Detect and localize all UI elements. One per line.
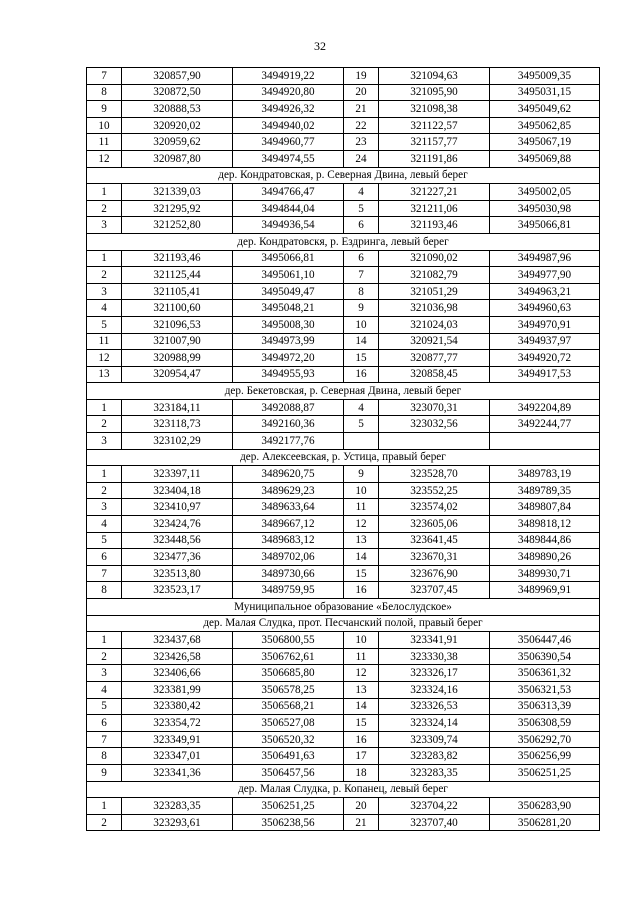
x-coordinate-cell: 323309,74	[379, 731, 490, 748]
point-number-cell: 23	[344, 134, 379, 151]
point-number-cell: 5	[87, 698, 122, 715]
y-coordinate-cell: 3494940,02	[233, 117, 344, 134]
section-header-row	[87, 383, 600, 400]
y-coordinate-cell: 3506238,56	[233, 814, 344, 831]
y-coordinate-cell: 3495048,21	[233, 300, 344, 317]
y-coordinate-cell: 3489730,66	[233, 565, 344, 582]
y-coordinate-cell: 3489783,19	[490, 466, 600, 483]
point-number-cell: 13	[344, 532, 379, 549]
y-coordinate-cell: 3506800,55	[233, 632, 344, 649]
y-coordinate-cell: 3494974,55	[233, 150, 344, 167]
y-coordinate-cell: 3494955,93	[233, 366, 344, 383]
x-coordinate-cell: 323477,36	[122, 549, 233, 566]
table-row	[87, 698, 600, 715]
point-number-cell: 8	[87, 582, 122, 599]
table-row	[87, 748, 600, 765]
coordinates-table-body	[87, 68, 600, 831]
y-coordinate-cell: 3489633,64	[233, 499, 344, 516]
table-row	[87, 134, 600, 151]
x-coordinate-cell: 321295,92	[122, 200, 233, 217]
y-coordinate-cell: 3494987,96	[490, 250, 600, 267]
x-coordinate-cell: 323406,66	[122, 665, 233, 682]
point-number-cell: 6	[87, 715, 122, 732]
y-coordinate-cell: 3489629,23	[233, 482, 344, 499]
y-coordinate-cell	[490, 433, 600, 450]
y-coordinate-cell: 3489759,95	[233, 582, 344, 599]
section-header-row	[87, 167, 600, 184]
section-title: дер. Малая Слудка, р. Копанец, левый берег	[87, 781, 600, 798]
point-number-cell: 13	[344, 681, 379, 698]
point-number-cell: 15	[344, 715, 379, 732]
table-row	[87, 300, 600, 317]
x-coordinate-cell: 323118,73	[122, 416, 233, 433]
y-coordinate-cell: 3495062,85	[490, 117, 600, 134]
point-number-cell: 11	[344, 648, 379, 665]
point-number-cell: 2	[87, 648, 122, 665]
table-row	[87, 532, 600, 549]
table-row	[87, 184, 600, 201]
y-coordinate-cell: 3495061,10	[233, 267, 344, 284]
point-number-cell: 21	[344, 101, 379, 118]
point-number-cell: 14	[344, 333, 379, 350]
x-coordinate-cell: 321096,53	[122, 316, 233, 333]
point-number-cell: 11	[87, 333, 122, 350]
point-number-cell: 7	[87, 68, 122, 85]
x-coordinate-cell: 323283,35	[379, 764, 490, 781]
table-row	[87, 549, 600, 566]
y-coordinate-cell: 3506292,70	[490, 731, 600, 748]
point-number-cell: 7	[87, 565, 122, 582]
table-row	[87, 681, 600, 698]
table-row	[87, 433, 600, 450]
y-coordinate-cell: 3495009,35	[490, 68, 600, 85]
y-coordinate-cell: 3495069,88	[490, 150, 600, 167]
table-row	[87, 482, 600, 499]
point-number-cell: 10	[344, 316, 379, 333]
y-coordinate-cell: 3494919,22	[233, 68, 344, 85]
point-number-cell: 12	[344, 516, 379, 533]
y-coordinate-cell: 3489683,12	[233, 532, 344, 549]
table-row	[87, 516, 600, 533]
point-number-cell: 4	[344, 399, 379, 416]
point-number-cell: 24	[344, 150, 379, 167]
x-coordinate-cell: 323424,76	[122, 516, 233, 533]
point-number-cell: 17	[344, 748, 379, 765]
table-row	[87, 68, 600, 85]
x-coordinate-cell: 323324,14	[379, 715, 490, 732]
table-row	[87, 731, 600, 748]
x-coordinate-cell: 321122,57	[379, 117, 490, 134]
y-coordinate-cell: 3494926,32	[233, 101, 344, 118]
y-coordinate-cell: 3495049,62	[490, 101, 600, 118]
x-coordinate-cell: 321007,90	[122, 333, 233, 350]
x-coordinate-cell: 320857,90	[122, 68, 233, 85]
point-number-cell: 20	[344, 798, 379, 815]
y-coordinate-cell: 3506321,53	[490, 681, 600, 698]
x-coordinate-cell: 323676,90	[379, 565, 490, 582]
point-number-cell: 22	[344, 117, 379, 134]
x-coordinate-cell: 323410,97	[122, 499, 233, 516]
point-number-cell: 3	[87, 283, 122, 300]
x-coordinate-cell: 323324,16	[379, 681, 490, 698]
point-number-cell: 15	[344, 565, 379, 582]
table-row	[87, 798, 600, 815]
x-coordinate-cell: 323341,36	[122, 764, 233, 781]
point-number-cell: 16	[344, 731, 379, 748]
point-number-cell: 18	[344, 764, 379, 781]
x-coordinate-cell: 321095,90	[379, 84, 490, 101]
table-row	[87, 150, 600, 167]
x-coordinate-cell: 320987,80	[122, 150, 233, 167]
point-number-cell: 1	[87, 250, 122, 267]
point-number-cell: 4	[87, 300, 122, 317]
y-coordinate-cell: 3494973,99	[233, 333, 344, 350]
point-number-cell: 6	[344, 250, 379, 267]
section-title: дер. Бекетовская, р. Северная Двина, левый берег	[87, 383, 600, 400]
x-coordinate-cell: 321105,41	[122, 283, 233, 300]
table-row	[87, 632, 600, 649]
x-coordinate-cell: 320888,53	[122, 101, 233, 118]
point-number-cell: 2	[87, 814, 122, 831]
table-row	[87, 565, 600, 582]
y-coordinate-cell: 3492160,36	[233, 416, 344, 433]
section-header-row	[87, 599, 600, 616]
y-coordinate-cell: 3495031,15	[490, 84, 600, 101]
y-coordinate-cell: 3495067,19	[490, 134, 600, 151]
point-number-cell: 4	[87, 681, 122, 698]
point-number-cell: 1	[87, 632, 122, 649]
point-number-cell: 1	[87, 798, 122, 815]
point-number-cell: 1	[87, 184, 122, 201]
x-coordinate-cell: 320858,45	[379, 366, 490, 383]
table-row	[87, 333, 600, 350]
x-coordinate-cell: 323552,25	[379, 482, 490, 499]
x-coordinate-cell: 321193,46	[122, 250, 233, 267]
y-coordinate-cell: 3506520,32	[233, 731, 344, 748]
y-coordinate-cell: 3506491,63	[233, 748, 344, 765]
x-coordinate-cell: 323184,11	[122, 399, 233, 416]
point-number-cell: 11	[344, 499, 379, 516]
x-coordinate-cell: 321125,44	[122, 267, 233, 284]
point-number-cell: 9	[344, 300, 379, 317]
point-number-cell: 8	[87, 84, 122, 101]
point-number-cell: 3	[87, 433, 122, 450]
y-coordinate-cell: 3492244,77	[490, 416, 600, 433]
y-coordinate-cell: 3494917,53	[490, 366, 600, 383]
x-coordinate-cell: 323437,68	[122, 632, 233, 649]
x-coordinate-cell: 321252,80	[122, 217, 233, 234]
x-coordinate-cell: 321157,77	[379, 134, 490, 151]
table-row	[87, 217, 600, 234]
x-coordinate-cell: 323707,40	[379, 814, 490, 831]
table-row	[87, 399, 600, 416]
x-coordinate-cell: 323283,35	[122, 798, 233, 815]
point-number-cell: 2	[87, 482, 122, 499]
y-coordinate-cell: 3494963,21	[490, 283, 600, 300]
y-coordinate-cell: 3506313,39	[490, 698, 600, 715]
table-row	[87, 283, 600, 300]
x-coordinate-cell: 321191,86	[379, 150, 490, 167]
x-coordinate-cell: 323070,31	[379, 399, 490, 416]
point-number-cell: 12	[87, 150, 122, 167]
y-coordinate-cell: 3489620,75	[233, 466, 344, 483]
x-coordinate-cell: 321193,46	[379, 217, 490, 234]
y-coordinate-cell: 3506457,56	[233, 764, 344, 781]
y-coordinate-cell: 3506256,99	[490, 748, 600, 765]
point-number-cell: 1	[87, 466, 122, 483]
x-coordinate-cell	[379, 433, 490, 450]
x-coordinate-cell: 321100,60	[122, 300, 233, 317]
point-number-cell: 6	[344, 217, 379, 234]
y-coordinate-cell: 3489930,71	[490, 565, 600, 582]
point-number-cell: 4	[344, 184, 379, 201]
point-number-cell: 2	[87, 267, 122, 284]
point-number-cell: 12	[87, 350, 122, 367]
y-coordinate-cell: 3506308,59	[490, 715, 600, 732]
table-row	[87, 250, 600, 267]
section-title: Муниципальное образование «Белослудское»	[87, 599, 600, 616]
x-coordinate-cell: 320872,50	[122, 84, 233, 101]
x-coordinate-cell: 323283,82	[379, 748, 490, 765]
x-coordinate-cell: 323380,42	[122, 698, 233, 715]
y-coordinate-cell: 3506568,21	[233, 698, 344, 715]
point-number-cell: 11	[87, 134, 122, 151]
x-coordinate-cell: 323426,58	[122, 648, 233, 665]
x-coordinate-cell: 323347,01	[122, 748, 233, 765]
point-number-cell: 9	[87, 764, 122, 781]
y-coordinate-cell: 3506762,61	[233, 648, 344, 665]
section-title: дер. Кондратовская, р. Северная Двина, левый берег	[87, 167, 600, 184]
y-coordinate-cell: 3494937,97	[490, 333, 600, 350]
section-title: дер. Малая Слудка, прот. Песчанский полой, правый берег	[87, 615, 600, 632]
table-row	[87, 764, 600, 781]
y-coordinate-cell: 3494844,04	[233, 200, 344, 217]
y-coordinate-cell: 3489807,84	[490, 499, 600, 516]
coordinates-table	[86, 67, 600, 831]
y-coordinate-cell: 3506390,54	[490, 648, 600, 665]
x-coordinate-cell: 323523,17	[122, 582, 233, 599]
y-coordinate-cell: 3506447,46	[490, 632, 600, 649]
y-coordinate-cell: 3489818,12	[490, 516, 600, 533]
y-coordinate-cell: 3506527,08	[233, 715, 344, 732]
point-number-cell: 14	[344, 549, 379, 566]
table-row	[87, 117, 600, 134]
y-coordinate-cell: 3492177,76	[233, 433, 344, 450]
x-coordinate-cell: 320921,54	[379, 333, 490, 350]
x-coordinate-cell: 320877,77	[379, 350, 490, 367]
point-number-cell: 5	[344, 200, 379, 217]
point-number-cell: 10	[344, 482, 379, 499]
point-number-cell: 13	[87, 366, 122, 383]
x-coordinate-cell: 323032,56	[379, 416, 490, 433]
y-coordinate-cell: 3494766,47	[233, 184, 344, 201]
point-number-cell: 4	[87, 516, 122, 533]
x-coordinate-cell: 323381,99	[122, 681, 233, 698]
y-coordinate-cell: 3506361,32	[490, 665, 600, 682]
table-row	[87, 101, 600, 118]
x-coordinate-cell: 320959,62	[122, 134, 233, 151]
y-coordinate-cell: 3495066,81	[490, 217, 600, 234]
x-coordinate-cell: 323326,17	[379, 665, 490, 682]
x-coordinate-cell: 323326,53	[379, 698, 490, 715]
x-coordinate-cell: 321227,21	[379, 184, 490, 201]
point-number-cell: 14	[344, 698, 379, 715]
x-coordinate-cell: 323293,61	[122, 814, 233, 831]
x-coordinate-cell: 323397,11	[122, 466, 233, 483]
x-coordinate-cell: 323349,91	[122, 731, 233, 748]
point-number-cell: 9	[344, 466, 379, 483]
point-number-cell: 5	[344, 416, 379, 433]
x-coordinate-cell: 323354,72	[122, 715, 233, 732]
y-coordinate-cell: 3489667,12	[233, 516, 344, 533]
point-number-cell: 3	[87, 499, 122, 516]
point-number-cell: 21	[344, 814, 379, 831]
y-coordinate-cell: 3489702,06	[233, 549, 344, 566]
y-coordinate-cell: 3494936,54	[233, 217, 344, 234]
section-header-row	[87, 781, 600, 798]
point-number-cell: 12	[344, 665, 379, 682]
table-row	[87, 665, 600, 682]
table-row	[87, 648, 600, 665]
y-coordinate-cell: 3494920,80	[233, 84, 344, 101]
x-coordinate-cell: 323341,91	[379, 632, 490, 649]
y-coordinate-cell: 3506251,25	[490, 764, 600, 781]
y-coordinate-cell: 3494970,91	[490, 316, 600, 333]
x-coordinate-cell: 323448,56	[122, 532, 233, 549]
table-row	[87, 814, 600, 831]
table-row	[87, 582, 600, 599]
point-number-cell: 20	[344, 84, 379, 101]
x-coordinate-cell: 323605,06	[379, 516, 490, 533]
y-coordinate-cell: 3495002,05	[490, 184, 600, 201]
x-coordinate-cell: 321098,38	[379, 101, 490, 118]
section-header-row	[87, 615, 600, 632]
x-coordinate-cell: 323513,80	[122, 565, 233, 582]
y-coordinate-cell: 3495066,81	[233, 250, 344, 267]
point-number-cell: 5	[87, 316, 122, 333]
x-coordinate-cell: 321024,03	[379, 316, 490, 333]
point-number-cell: 3	[87, 665, 122, 682]
point-number-cell: 10	[87, 117, 122, 134]
table-row	[87, 499, 600, 516]
y-coordinate-cell: 3506251,25	[233, 798, 344, 815]
x-coordinate-cell: 323528,70	[379, 466, 490, 483]
x-coordinate-cell: 321036,98	[379, 300, 490, 317]
point-number-cell: 19	[344, 68, 379, 85]
table-row	[87, 366, 600, 383]
x-coordinate-cell: 320954,47	[122, 366, 233, 383]
y-coordinate-cell: 3492088,87	[233, 399, 344, 416]
y-coordinate-cell: 3495049,47	[233, 283, 344, 300]
section-title: дер. Кондратовскя, р. Ездринга, левый берег	[87, 233, 600, 250]
point-number-cell: 8	[344, 283, 379, 300]
y-coordinate-cell: 3494977,90	[490, 267, 600, 284]
y-coordinate-cell: 3492204,89	[490, 399, 600, 416]
table-row	[87, 200, 600, 217]
x-coordinate-cell: 323670,31	[379, 549, 490, 566]
y-coordinate-cell: 3494920,72	[490, 350, 600, 367]
y-coordinate-cell: 3506685,80	[233, 665, 344, 682]
section-title: дер. Алексеевская, р. Устица, правый берег	[87, 449, 600, 466]
point-number-cell: 10	[344, 632, 379, 649]
y-coordinate-cell: 3506283,90	[490, 798, 600, 815]
x-coordinate-cell: 321211,06	[379, 200, 490, 217]
table-row	[87, 350, 600, 367]
y-coordinate-cell: 3495008,30	[233, 316, 344, 333]
point-number-cell: 6	[87, 549, 122, 566]
section-header-row	[87, 233, 600, 250]
table-row	[87, 715, 600, 732]
x-coordinate-cell: 323641,45	[379, 532, 490, 549]
x-coordinate-cell: 320988,99	[122, 350, 233, 367]
y-coordinate-cell: 3494960,63	[490, 300, 600, 317]
table-row	[87, 267, 600, 284]
x-coordinate-cell: 321339,03	[122, 184, 233, 201]
x-coordinate-cell: 320920,02	[122, 117, 233, 134]
point-number-cell	[344, 433, 379, 450]
table-row	[87, 416, 600, 433]
y-coordinate-cell: 3489844,86	[490, 532, 600, 549]
y-coordinate-cell: 3495030,98	[490, 200, 600, 217]
x-coordinate-cell: 323574,02	[379, 499, 490, 516]
point-number-cell: 16	[344, 366, 379, 383]
point-number-cell: 8	[87, 748, 122, 765]
point-number-cell: 3	[87, 217, 122, 234]
x-coordinate-cell: 321082,79	[379, 267, 490, 284]
page-number: 32	[314, 39, 326, 53]
point-number-cell: 7	[87, 731, 122, 748]
y-coordinate-cell: 3489890,26	[490, 549, 600, 566]
x-coordinate-cell: 321090,02	[379, 250, 490, 267]
point-number-cell: 2	[87, 200, 122, 217]
point-number-cell: 16	[344, 582, 379, 599]
x-coordinate-cell: 323704,22	[379, 798, 490, 815]
x-coordinate-cell: 323707,45	[379, 582, 490, 599]
point-number-cell: 7	[344, 267, 379, 284]
x-coordinate-cell: 323330,38	[379, 648, 490, 665]
point-number-cell: 5	[87, 532, 122, 549]
x-coordinate-cell: 321051,29	[379, 283, 490, 300]
y-coordinate-cell: 3494972,20	[233, 350, 344, 367]
table-row	[87, 84, 600, 101]
point-number-cell: 15	[344, 350, 379, 367]
y-coordinate-cell: 3489789,35	[490, 482, 600, 499]
point-number-cell: 2	[87, 416, 122, 433]
table-row	[87, 316, 600, 333]
section-header-row	[87, 449, 600, 466]
y-coordinate-cell: 3494960,77	[233, 134, 344, 151]
y-coordinate-cell: 3506578,25	[233, 681, 344, 698]
table-row	[87, 466, 600, 483]
point-number-cell: 1	[87, 399, 122, 416]
y-coordinate-cell: 3489969,91	[490, 582, 600, 599]
point-number-cell: 9	[87, 101, 122, 118]
x-coordinate-cell: 323404,18	[122, 482, 233, 499]
x-coordinate-cell: 321094,63	[379, 68, 490, 85]
x-coordinate-cell: 323102,29	[122, 433, 233, 450]
y-coordinate-cell: 3506281,20	[490, 814, 600, 831]
